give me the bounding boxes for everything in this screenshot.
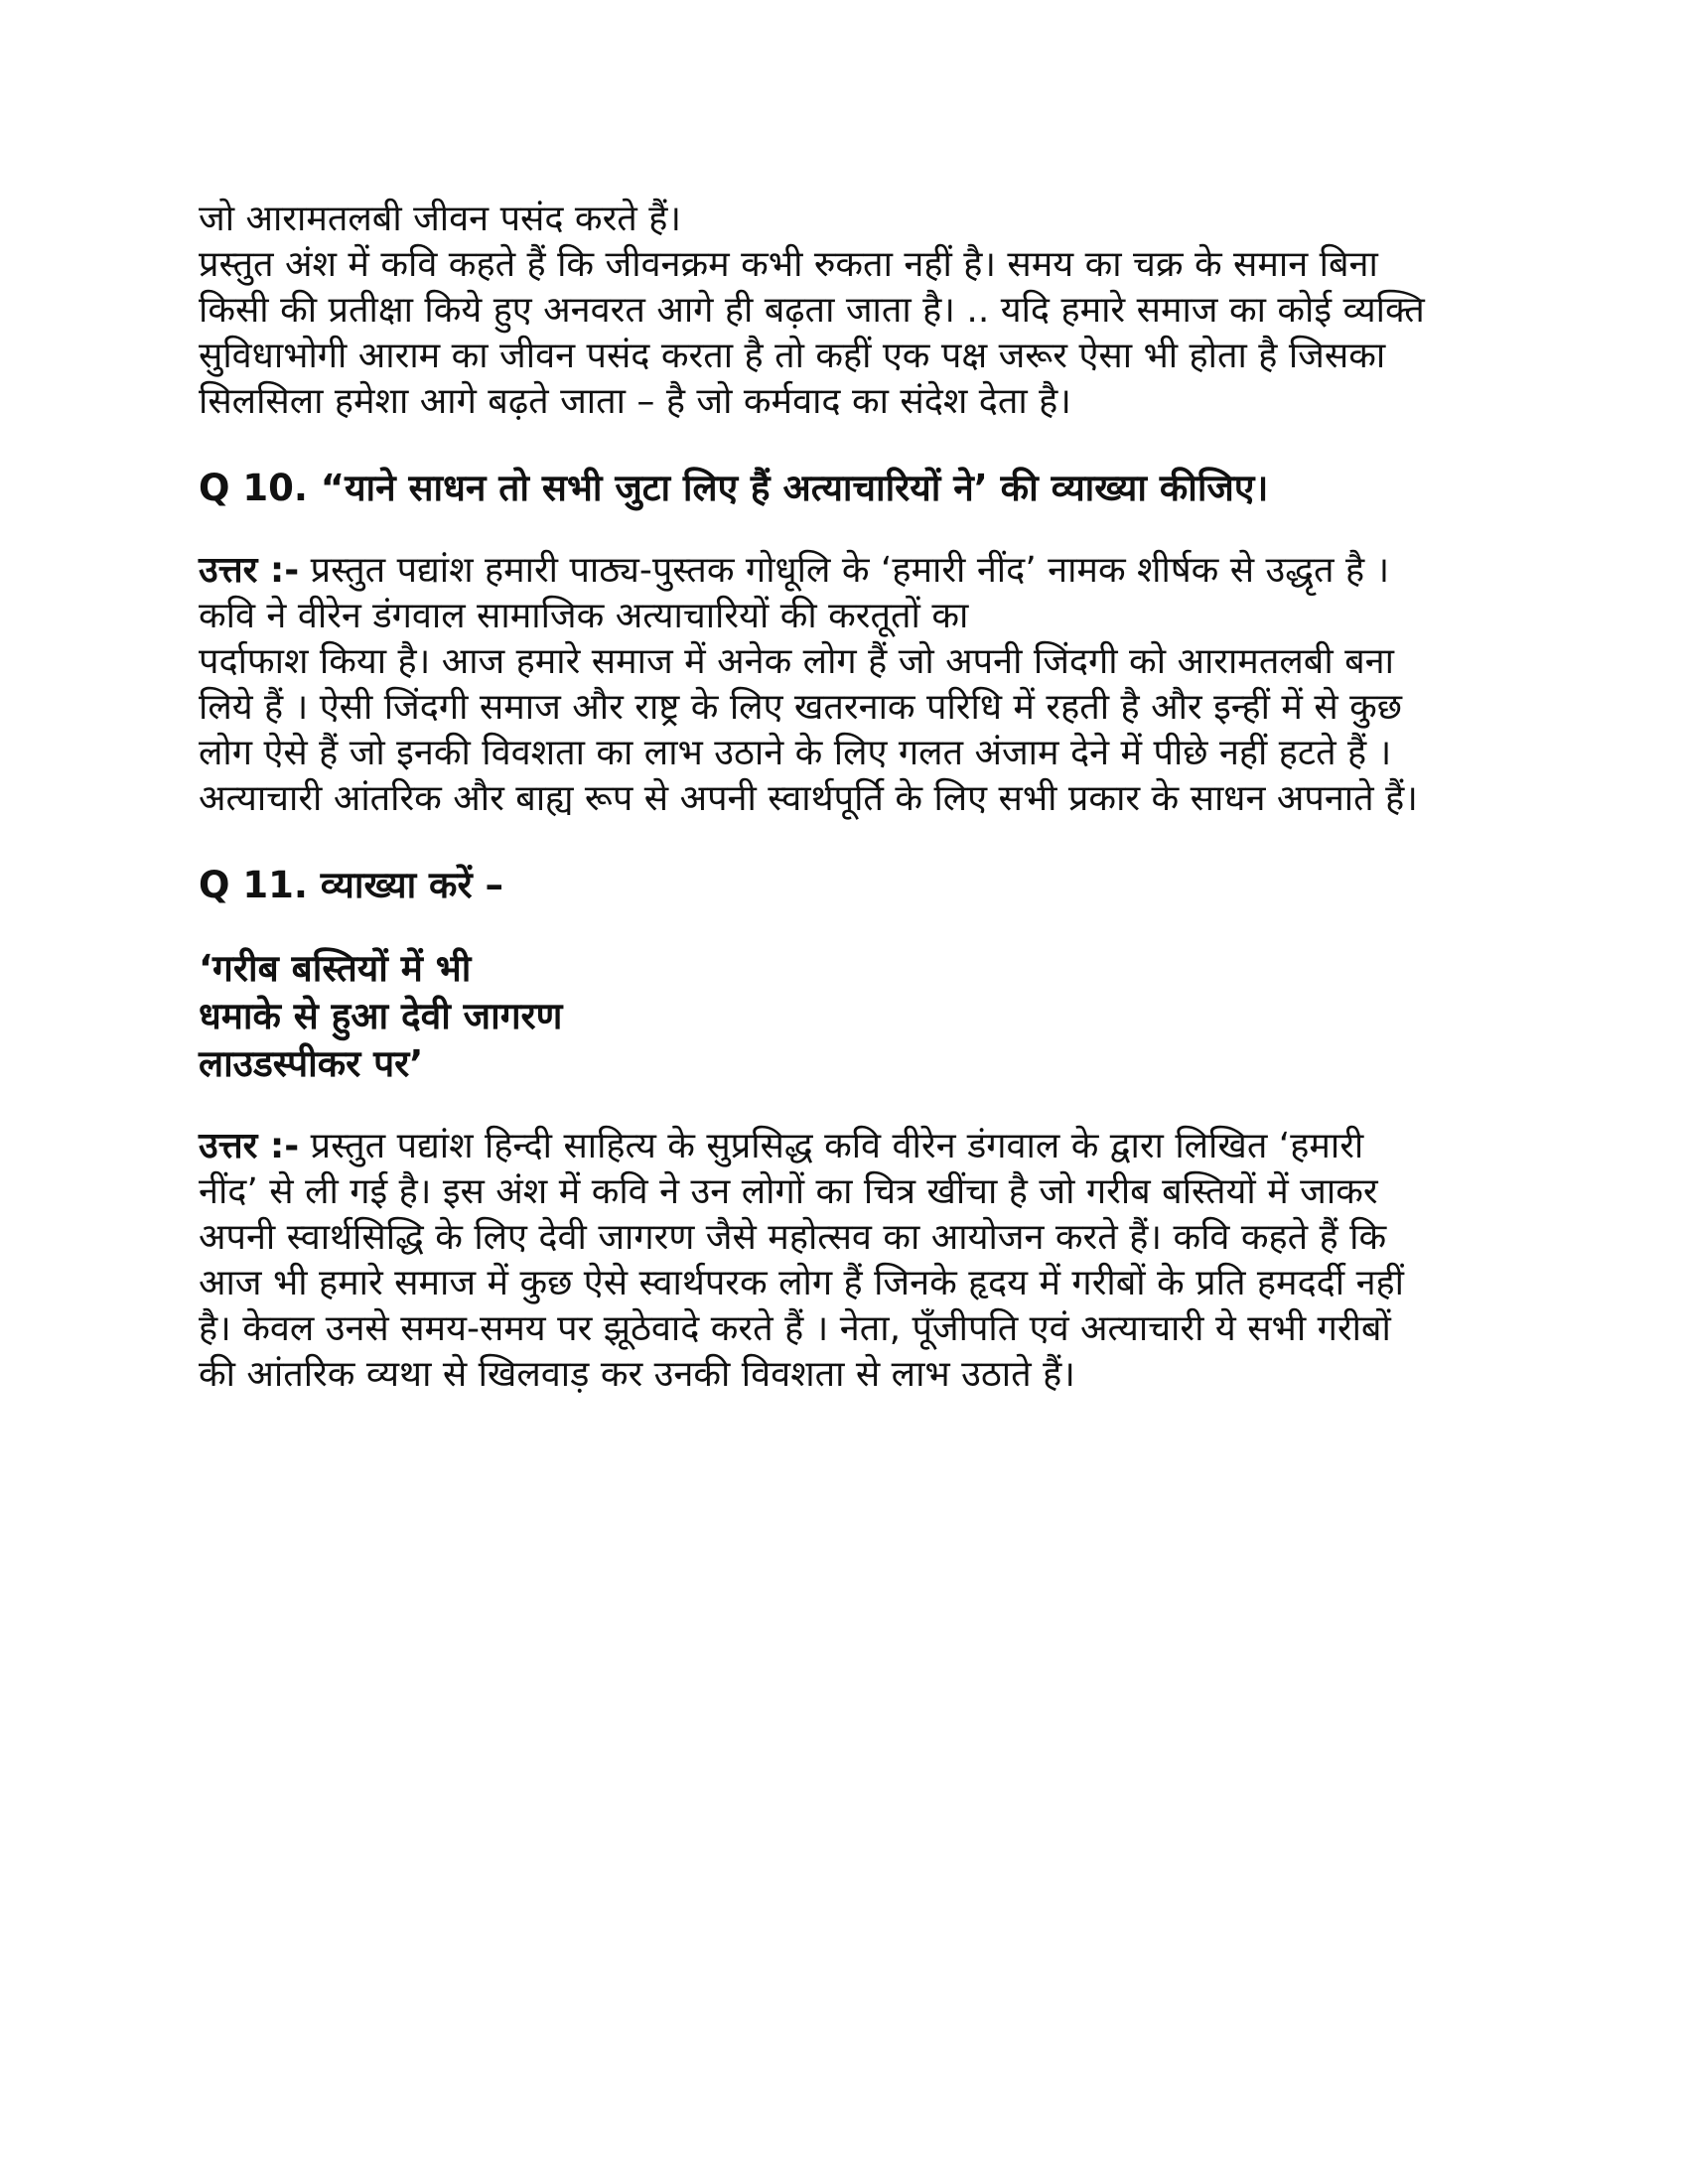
answer-11-line: आज भी हमारे समाज में कुछ ऐसे स्वार्थपरक लोग हैं जिनके हृदय में गरीबों के प्रति हमदर्दी नहीं — [199, 1263, 1404, 1303]
answer-10-line: अत्याचारी आंतरिक और बाह्य रूप से अपनी स्वार्थपूर्ति के लिए सभी प्रकार के साधन अपनाते हैं। — [199, 778, 1418, 819]
answer-10-first-text: प्रस्तुत पद्यांश हमारी पाठ्य-पुस्तक गोधूलि के ‘हमारी नींद’ नामक शीर्षक से उद्धृत है । — [299, 550, 1390, 591]
answer-10-line: पर्दाफाश किया है। आज हमारे समाज में अनेक लोग हैं जो अपनी जिंदगी को आरामतलबी बना — [199, 641, 1394, 682]
answer-11-paragraph — [199, 1124, 1489, 1398]
answer-11-line: की आंतरिक व्यथा से खिलवाड़ कर उनकी विवशता से लाभ उठाते हैं। — [199, 1354, 1075, 1395]
answer-11-line: अपनी स्वार्थसिद्धि के लिए देवी जागरण जैसे महोत्सव का आयोजन करते हैं। कवि कहते हैं कि — [199, 1217, 1387, 1258]
question-11-verse — [199, 945, 1489, 1088]
answer-11-line: है। केवल उनसे समय-समय पर झूठेवादे करते हैं । नेता, पूँजीपति एवं अत्याचारी ये सभी गरीबों — [199, 1308, 1391, 1349]
question-10-heading: Q 10. “याने साधन तो सभी जुटा लिए हैं अत्याचारियों ने’ की व्याख्या कीजिए। — [199, 467, 1269, 509]
answer-10-line: कवि ने वीरेन डंगवाल सामाजिक अत्याचारियों की करतूतों का — [199, 596, 969, 636]
answer-10-first-line — [199, 548, 1489, 594]
answer-10-paragraph — [199, 548, 1489, 822]
verse-line: ‘गरीब बस्तियों में भी — [199, 947, 472, 990]
question-11-heading: Q 11. व्याख्या करें – — [199, 864, 503, 906]
verse-line: लाउडस्पीकर पर’ — [199, 1042, 424, 1085]
answer-11-line: नींद’ से ली गई है। इस अंश में कवि ने उन लोगों का चित्र खींचा है जो गरीब बस्तियों में जाकर — [199, 1171, 1378, 1212]
answer-10-line: लोग ऐसे हैं जो इनकी विवशता का लाभ उठाने के लिए गलत अंजाम देने में पीछे नहीं हटते हैं । — [199, 733, 1392, 773]
answer-10-line: लिये हैं । ऐसी जिंदगी समाज और राष्ट्र के लिए खतरनाक परिधि में रहती है और इन्हीं में से कुछ — [199, 687, 1403, 728]
intro-line: सुविधाभोगी आराम का जीवन पसंद करता है तो कहीं एक पक्ष जरूर ऐसा भी होता है जिसका — [199, 336, 1386, 376]
answer-11-first-line — [199, 1124, 1489, 1169]
intro-paragraph — [199, 197, 1489, 425]
document-page — [199, 197, 1489, 1398]
intro-line: किसी की प्रतीक्षा किये हुए अनवरत आगे ही बढ़ता जाता है। .. यदि हमारे समाज का कोई व्यक्ति — [199, 290, 1425, 331]
intro-line: सिलसिला हमेशा आगे बढ़ते जाता – है जो कर्मवाद का संदेश देता है। — [199, 381, 1071, 422]
answer-11-first-text: प्रस्तुत पद्यांश हिन्दी साहित्य के सुप्रसिद्ध कवि वीरेन डंगवाल के द्वारा लिखित ‘हमारी — [299, 1126, 1364, 1166]
intro-line: प्रस्तुत अंश में कवि कहते हैं कि जीवनक्रम कभी रुकता नहीं है। समय का चक्र के समान बिना — [199, 244, 1378, 285]
verse-line: धमाके से हुआ देवी जागरण — [199, 995, 563, 1037]
answer-label: उत्तर :- — [199, 1126, 300, 1166]
answer-label: उत्तर :- — [199, 550, 300, 591]
intro-line: जो आरामतलबी जीवन पसंद करते हैं। — [199, 199, 682, 239]
